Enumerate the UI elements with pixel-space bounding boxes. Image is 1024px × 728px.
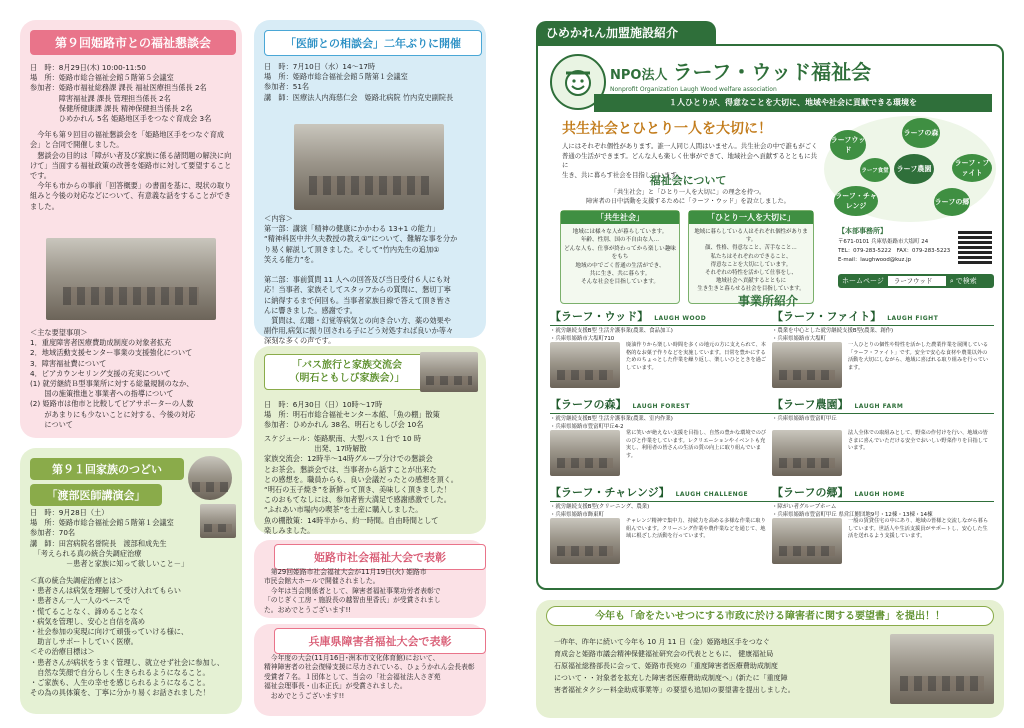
petition-card bbox=[536, 600, 1004, 718]
concept-box-individual-title: 「ひとり一人を大切に」 bbox=[689, 211, 813, 224]
office-card bbox=[772, 484, 994, 540]
office-english-name: LAUGH FARM bbox=[854, 403, 904, 410]
office-name-text: 【ラーフ・チャレンジ】 bbox=[550, 486, 670, 499]
offices-title: 事業所紹介 bbox=[737, 294, 798, 308]
concept-box-kyosei bbox=[560, 210, 680, 304]
homepage-search-input[interactable]: ラーフウッド bbox=[888, 276, 946, 286]
office-english-name: LAUGH WOOD bbox=[654, 315, 707, 322]
card-doctor-consultation-info: 日 時：7月10日（水）14～17時 場 所：姫路市総合福祉会館５階第１会議室 参加者：51名 講 師：医療法人内海慈仁会 姫路北病院 竹内克史副院長 bbox=[264, 62, 454, 102]
diagram-home: ラーフの郷 bbox=[934, 188, 970, 216]
diagram-forest: ラーフの森 bbox=[902, 118, 940, 148]
concept-box-kyosei-title: 「共生社会」 bbox=[561, 211, 679, 224]
card-himeji-award-body: 第29回姫路市社会福祉大会が11月19日(火) 姫路市 市民会館大ホールで開催されました。 今年は当会関係者として、障害者福祉事業功労者表彰で 「のじぎく工房・施設長の越智由里香氏」が受賞されまし た。おめでとうございます!! bbox=[264, 568, 441, 614]
qr-code-icon bbox=[958, 230, 992, 264]
office-description: ・障がい者グループホーム ・兵庫県姫路市豊富町甲丘 県営江鮒団地9号・12棟・13棟・14棟 bbox=[772, 504, 933, 518]
office-english-name: LAUGH FIGHT bbox=[887, 315, 939, 322]
office-description: ・農業を中心とした就労継続支援B型(農業、創作) ・兵庫県姫路市大塩町 bbox=[772, 328, 894, 342]
facility-diagram bbox=[824, 116, 996, 222]
card-doctor-consultation-title: 「医師との相談会」二年ぶりに開催 bbox=[264, 30, 482, 56]
card-family-gathering bbox=[20, 448, 242, 714]
org-name: ラーフ・ウッド福祉会 bbox=[672, 60, 872, 84]
office-photo bbox=[550, 518, 620, 564]
office-name-text: 【ラーフの郷】 bbox=[772, 486, 849, 499]
office-text: 一人ひとりの個性や特性を活かした農業作業を展開している「ラーフ・ファイト」です。安全で安心な食材や農業以外の活動を大切にしながら、地域に喜ばれる取り組みを行っています。 bbox=[848, 342, 989, 371]
petition-photo bbox=[890, 634, 994, 704]
office-card bbox=[772, 308, 994, 371]
office-photo bbox=[772, 430, 842, 476]
office-photo bbox=[550, 342, 620, 388]
card-family-gathering-title: 第９１回家族のつどい bbox=[30, 458, 184, 480]
intro-text: 人にはそれぞれ個性があります。誰一人同じ人間はいません。共生社会の中で誰もがごく 普通の生活ができます。どんな人も楽しく仕事ができて、地域社会へ貢献するとともに共に 生き、共に暮らす社会を目指しています。 bbox=[562, 142, 818, 179]
office-text: 廃油作りから楽しい時間を多くの地元の方に支えられて、本格的なお菓子作りなどを実施しています。日常を豊かにするためのちょっとした作業を繰り返し、楽しいひとときを過ごしています。 bbox=[626, 342, 767, 371]
card-welfare-meeting-title: 第９回姫路市との福祉懇談会 bbox=[30, 30, 236, 55]
card-welfare-meeting-body: 今年も第９回目の福祉懇談会を「姫路地区手をつなぐ育成会」と合同で開催しました。 懇談会の目的は「障がい者及び家族に係る諸問題の解決に向けて」当面する福祉政策の改善を姫路市に対して要望することです。 今年も市からの事前「回答概要」の書面を基に、現状の取り組みと今後の対応などについて、有意義な話をすることができました。 bbox=[30, 130, 232, 211]
speaker-photo bbox=[188, 456, 232, 500]
office-text: 一般の賃貸住宅の中にあり、地域の皆様と交流しながら暮らしています。世話人や生活支援員がサポートし、安心した生活を送れるよう支援しています。 bbox=[848, 518, 989, 540]
consultation-photo bbox=[294, 124, 444, 210]
card-bus-trip-body: スケジュール：姫路駅南、大型バス１台で 10 時 出発、17時解散 家族交流会：12時半～14時グループ分けでの懇談会 とお茶会。懇談会では、当事者から話すことが出来た との感想を。職員からも、良い会議だったとの感想を頂く。 “明石の玉子焼き”を新鮮って頂き、美味しく頂きました！ このおもてなしには、参加者皆大満足で感謝感激でした。 “ふれあい市場内の喫茶”を土産に購入しました。 魚の棚散策：14時半から、約一時間。自由時間として 楽しみました。 bbox=[264, 434, 458, 535]
concept-box-individual bbox=[688, 210, 814, 304]
office-name-text: 【ラーフ・ウッド】 bbox=[550, 310, 649, 323]
headline: 共生社会とひとり一人を大切に！ bbox=[562, 121, 772, 137]
facility-intro-tab: ひめかれん加盟施設紹介 bbox=[536, 21, 716, 45]
diagram-fight: ラーフ・ファイト bbox=[952, 154, 992, 182]
card-welfare-meeting-list: ＜主な要望事項＞ 1．重度障害者医療費助成制度の対象者拡充 2．地域活動支援センター事業の支援強化について 3．障害福祉費について 4．ピアカウンセリング支援の充実について (1) 就労継続Ｂ型事業所に対する総量規制のなか、 国の施策推進と事業者への指導について (2) 姫路市は他市と比較してピアサポーターの人数 があまりにも少ないことに対する、今後の対応 について bbox=[30, 328, 196, 429]
card-himeji-award bbox=[254, 540, 486, 618]
hq-body: 〒671-0101 兵庫県姫路市大塩町 24 TEL：079-283-5222 FAX：079-283-5223 E-mail：laughwood@kuz.jp bbox=[838, 239, 951, 263]
office-english-name: LAUGH FOREST bbox=[632, 403, 690, 410]
meeting-photo bbox=[46, 238, 216, 320]
about-title: 福祉会について bbox=[649, 174, 727, 187]
card-welfare-meeting bbox=[20, 20, 242, 438]
office-name-text: 【ラーフ・ファイト】 bbox=[772, 310, 882, 323]
office-card bbox=[550, 396, 772, 459]
facility-intro-panel bbox=[536, 44, 1004, 590]
office-card bbox=[550, 484, 772, 540]
about-body: 「共生社会」と「ひとり一人を大切に」の理念を持つ。 障害者の日中活動を支援するために「ラーフ・ウッド」を設立しました。 bbox=[586, 189, 790, 205]
homepage-search-bar bbox=[838, 274, 994, 288]
concept-box-individual-body: 地域に暮らしている人はそれぞれ個性があります。 顔、性格、得意なこと、苦手なこと… 私たちはそれぞれのできること、 得意なことを大切にしています。 それぞれの特性を活かして仕事をし、 地域社会へ貢献するとともに 生き生きと暮らせる社会を目指しています。 bbox=[694, 229, 808, 293]
card-family-gathering-subtitle: 「渡部医師講演会」 bbox=[30, 484, 162, 506]
office-name-text: 【ラーフ農園】 bbox=[772, 398, 849, 411]
office-name bbox=[550, 308, 772, 326]
card-family-gathering-body: ＜真の統合失調症治療とは＞ ・患者さんは病気を理解して受け入れてもらい ・患者さん一人一人のペースで ・慌てることなく、諦めることなく ・病気を管理し、安心と自信を高め ・社会参加の実現に向けて頑張っていける様に、 助言しサポートしていく医療。 ＜その治療目標は＞ ・患者さんが病状をうまく管理し、就立せず社会に参加し、 自然な笑顔で自分らしく生きられるようになること。 ・ご家族も、人生の幸せを感じられるようになること。 その為の具体策を、丁寧に分かり易くお話されました！ bbox=[30, 576, 225, 698]
card-hyogo-award-body: 今年度の大会(11月16日･洲本市文化体育館)において、 精神障害者の社会復帰支援に尽力されている、ひょうかれん会長表彰 受賞者７名。１団体として、当会の「社会福祉法人さぎ苑 福祉会理事長・山本正氏」が受賞されました。 おめでとうございます!! bbox=[264, 654, 475, 700]
petition-title: 今年も「命をたいせつにする市政に於ける障害者に関する要望書」を提出！！ bbox=[546, 606, 994, 626]
office-photo bbox=[772, 342, 842, 388]
office-photo bbox=[772, 518, 842, 564]
office-card bbox=[550, 308, 772, 371]
office-text: チャレンジ精神で集中力、持続力を高める多様な作業に取り組んでいます。クリーニング作業や農作業などを通じて、地域に根ざした活動を行っています。 bbox=[626, 518, 766, 540]
office-name bbox=[550, 484, 772, 502]
card-family-gathering-info: 日 時：9月28日（土） 場 所：姫路市総合福祉会館５階第１会議室 参加者：70名 講 師：田宮病院名誉院長 渡部和成先生 「考えられる真の統合失調症治療 －患者と家族に知って欲しいこと－」 bbox=[30, 508, 189, 569]
homepage-search-button[interactable]: で検索 bbox=[955, 277, 977, 285]
card-bus-trip-info: 日 時：6月30日（日）10時～17時 場 所：明石市総合福祉センター本館、「魚の棚」散策 参加者：ひめかれん 38名、明石ともしび会 10名 bbox=[264, 400, 440, 430]
diagram-farm: ラーフ農園 bbox=[894, 154, 934, 184]
card-bus-trip-title: 「バス旅行と家族交流会 （明石ともしび家族会）」 bbox=[264, 354, 430, 390]
diagram-shokudo: ラーフ食堂 bbox=[860, 158, 890, 182]
card-hyogo-award-title: 兵庫県障害者福祉大会で表彰 bbox=[274, 628, 486, 654]
office-text: 常に笑いが絶えない支援を目指し、自然の豊かな環境でのびのびと作業をしています。レクリエーションやイベントも充実し、利用者の皆さんの生活の質の向上に取り組んでいます。 bbox=[626, 430, 767, 459]
office-name bbox=[550, 396, 772, 414]
diagram-laughwood: ラーフウッド bbox=[830, 130, 866, 160]
bus-trip-photo bbox=[420, 352, 478, 392]
speaker-photo-2 bbox=[200, 504, 236, 538]
hq-title: 【本部事務所】 bbox=[838, 227, 887, 235]
office-name-text: 【ラーフの森】 bbox=[550, 398, 627, 411]
office-description: ・就労継続支援B型 生活介護事業(農業、室内作業) ・兵庫県姫路市豊富町甲丘4-2 bbox=[550, 416, 673, 430]
office-description: ・兵庫県姫路市豊富町甲丘 bbox=[772, 416, 837, 422]
office-english-name: LAUGH HOME bbox=[854, 491, 905, 498]
card-doctor-consultation-body: ＜内容＞ 第一部：講演「精神の健康にかかわる 13+1 の能力」 “精神科医中井久夫教授の教え①”について、難解な事を分か り易く解説して頂きました。そして“竹内先生の追加① 笑える能力”を。 第二部：事前質問 11 人への回答及び当日受付６人にも対 応！当事者、家族そしてスタッフからの質問に、懇切丁寧 に納得するまで何回も。当事者家族目線で答えて頂き皆さ んに響きました。感謝です。 質問は、幻聴・幻覚等病気との向き合い方、薬の効果や 副作用,病気に振り回される子にどう対処すれば良いか等々 深刻な多くの声です。 bbox=[264, 214, 458, 346]
search-icon[interactable]: ⌕ bbox=[949, 276, 954, 285]
card-welfare-meeting-info: 日 時：8月29日(木) 10:00-11:50 場 所：姫路市総合福祉会館５階第５会議室 参加者：姫路市福祉総務課 課長 福祉医療担当係長 2名 障害福祉課 課長 管理担当係長 2名 保健所健康課 課長 精神保健担当係長 2名 ひめかれん 5名 姫路地区手をつなぐ育成会 3名 bbox=[30, 63, 212, 124]
concept-box-kyosei-body: 地域には様々な人が暮らしています。 年齢、性別、国の不自由な人… どんな人も、仕事が終わってから楽しい趣味をもち 地域の中でごく普通の生活ができ、 共に生き、共に暮らす。 そんな社会を目指しています。 bbox=[564, 229, 676, 286]
office-photo bbox=[550, 430, 620, 476]
slogan-banner: １人ひとりが、得意なことを大切に、地域や社会に貢献できる環境を bbox=[594, 94, 992, 112]
office-card bbox=[772, 396, 994, 452]
office-text: 法人全体での取組みとして、野菜の作付けを行い、地域の皆さまに喜んでいただける安全でおいしい野菜作りを目指しています。 bbox=[848, 430, 989, 452]
office-description: ・就労継続支援B型(クリーニング、農業) ・兵庫県姫路市飾東町 bbox=[550, 504, 650, 518]
card-hyogo-award bbox=[254, 624, 486, 716]
office-name bbox=[772, 396, 994, 414]
card-doctor-consultation bbox=[254, 20, 486, 346]
smile-logo-icon bbox=[561, 67, 595, 97]
org-prefix: NPO法人 bbox=[610, 68, 668, 83]
card-bus-trip bbox=[254, 346, 486, 534]
diagram-challenge: ラーフ・チャレンジ bbox=[834, 186, 878, 216]
petition-body: 一昨年、昨年に続いて今年も 10 月 11 日（金）姫路地区手をつなぐ 育成会と姫路市議会精神保健福祉研究会の代表とともに、 健康福祉局 石原福祉総務部長に会って、姫路市長宛の「重度障害者医療費助成制度 について・・対象者を拡充した障害者医療費助成制度へ」(新たに「重度障 害者福祉タクシー料金助成事業等」の要望も追加)の要望書を提出しました。 bbox=[554, 638, 795, 694]
card-himeji-award-title: 姫路市社会福祉大会で表彰 bbox=[274, 544, 486, 570]
office-english-name: LAUGH CHALLENGE bbox=[675, 491, 749, 498]
office-name bbox=[772, 308, 994, 326]
homepage-label: ホームページ bbox=[842, 277, 884, 285]
office-name bbox=[772, 484, 994, 502]
org-english-name: Nonprofit Organization Laugh Wood welfare association bbox=[610, 86, 777, 93]
office-description: ・就労継続支援B型 生活介護事業(農業、食品加工) ・兵庫県姫路市大塩町710 bbox=[550, 328, 673, 342]
